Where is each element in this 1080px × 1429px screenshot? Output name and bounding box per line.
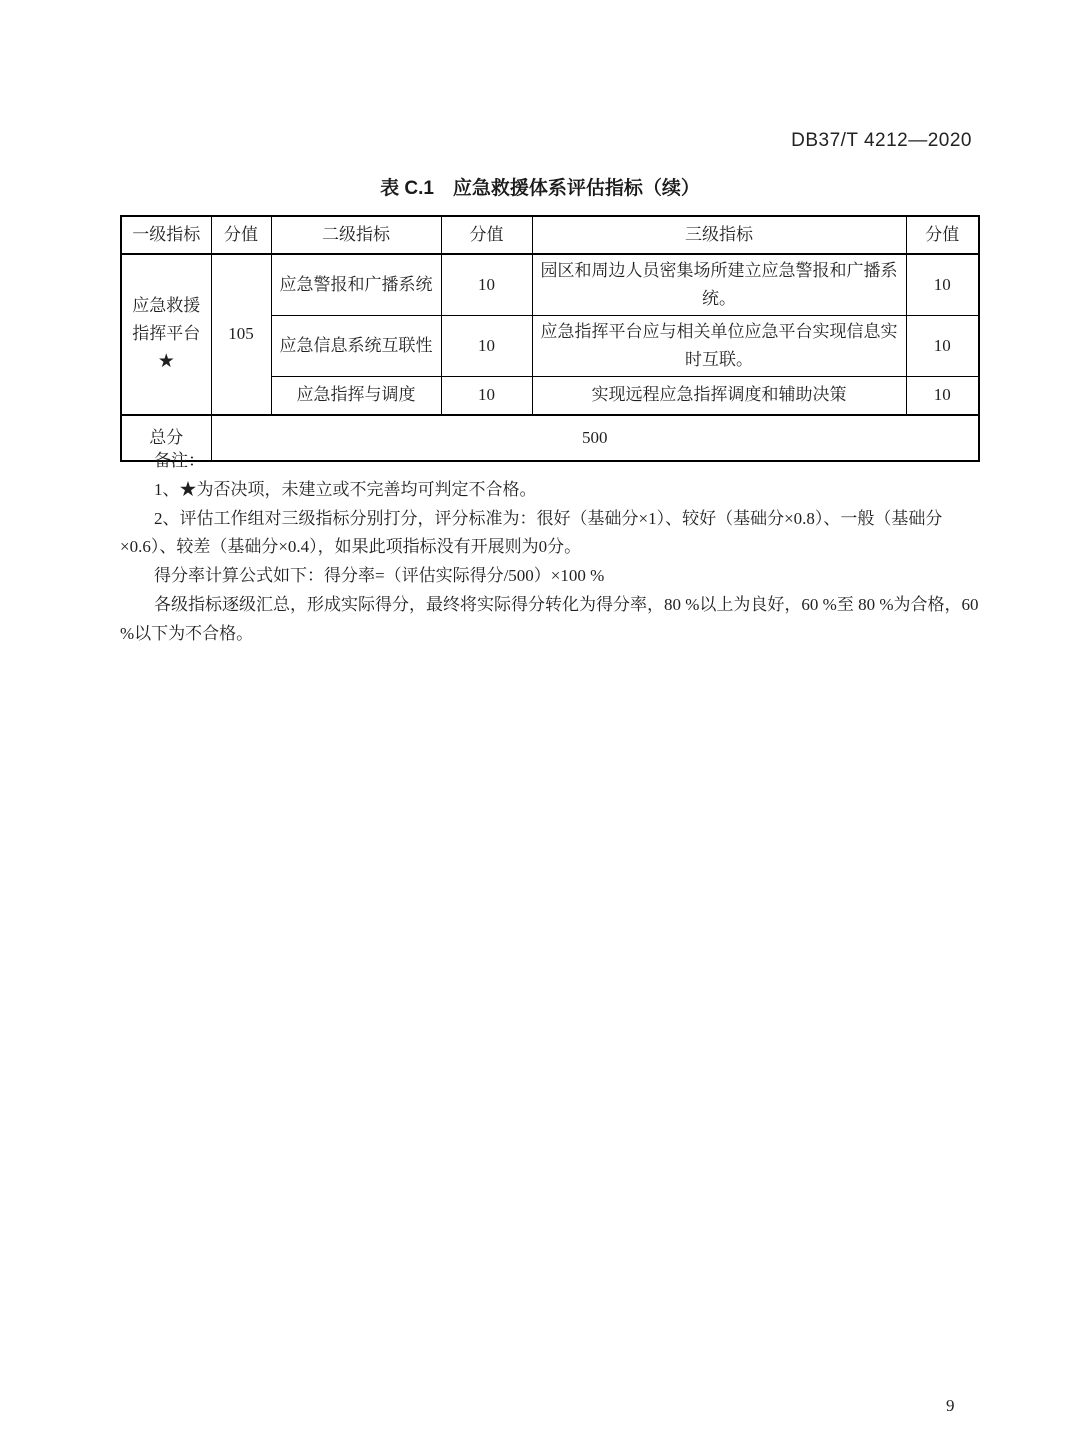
standard-number-header: DB37/T 4212—2020	[791, 130, 972, 151]
cell-level2-score: 10	[441, 316, 532, 377]
col-header-level3-score: 分值	[906, 216, 979, 254]
col-header-level2-indicator: 二级指标	[271, 216, 441, 254]
cell-total-label: 总分	[121, 415, 211, 461]
cell-level3-indicator: 实现远程应急指挥调度和辅助决策	[532, 377, 906, 415]
cell-level3-score: 10	[906, 377, 979, 415]
evaluation-indicator-table	[120, 215, 980, 462]
note-item-1: 1、★为否决项，未建立或不完善均可判定不合格。	[154, 479, 537, 499]
cell-level3-indicator: 园区和周边人员密集场所建立应急警报和广播系统。	[532, 254, 906, 316]
cell-level2-score: 10	[441, 254, 532, 316]
col-header-level3-indicator: 三级指标	[532, 216, 906, 254]
table-row	[121, 254, 979, 316]
col-header-level1-score: 分值	[211, 216, 271, 254]
table-header-row	[121, 216, 979, 254]
cell-level2-indicator: 应急警报和广播系统	[271, 254, 441, 316]
level1-name-line2: 指挥平台	[132, 324, 201, 344]
cell-total-value: 500	[211, 415, 979, 461]
cell-level2-score: 10	[441, 377, 532, 415]
level1-name-line1: 应急救援	[132, 296, 201, 316]
note-item-2: 2、评估工作组对三级指标分别打分，评分标准为：很好（基础分×1）、较好（基础分×0.8）、一般（基础分×0.6）、较差（基础分×0.4），如果此项指标没有开展则为0分。	[120, 508, 943, 557]
col-header-level1-indicator: 一级指标	[121, 216, 211, 254]
cell-level1-score: 105	[211, 254, 271, 415]
notes-section	[120, 447, 980, 649]
cell-level2-indicator: 应急信息系统互联性	[271, 316, 441, 377]
veto-star-icon: ★	[157, 351, 175, 373]
note-item-grading: 各级指标逐级汇总，形成实际得分，最终将实际得分转化为得分率，80 %以上为良好，60 %至 80 %为合格，60 %以下为不合格。	[120, 594, 979, 643]
table-title: 表 C.1 应急救援体系评估指标（续）	[380, 178, 700, 199]
cell-level1-indicator	[121, 254, 211, 415]
col-header-level2-score: 分值	[441, 216, 532, 254]
notes-label: 备注：	[154, 451, 205, 470]
cell-level3-indicator: 应急指挥平台应与相关单位应急平台实现信息实时互联。	[532, 316, 906, 377]
cell-level3-score: 10	[906, 316, 979, 377]
note-item-formula: 得分率计算公式如下：得分率=（评估实际得分/500）×100 %	[154, 566, 605, 586]
page-number: 9	[946, 1396, 955, 1415]
cell-level2-indicator: 应急指挥与调度	[271, 377, 441, 415]
cell-level3-score: 10	[906, 254, 979, 316]
